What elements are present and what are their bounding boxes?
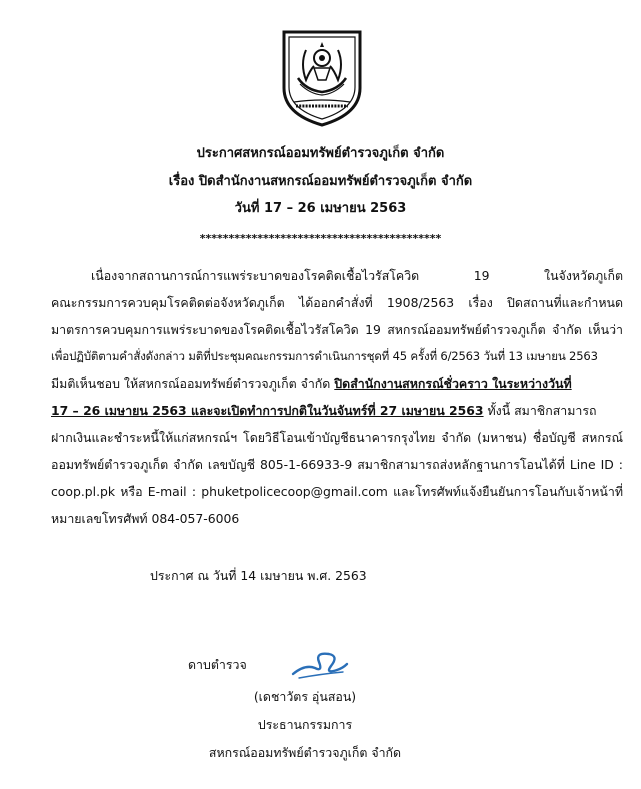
announcement-subject: เรื่อง ปิดสำนักงานสหกรณ์ออมทรัพย์ตำรวจภูเก็ต จำกัด <box>168 174 473 189</box>
body-line: คณะกรรมการควบคุมโรคติดต่อจังหวัดภูเก็ต ได้ออกคำสั่งที่ 1908/2563 เรื่อง ปิดสถานที่และกำหนด <box>51 295 623 310</box>
body-line <box>51 370 623 397</box>
body-line <box>51 397 623 424</box>
signer-title: ประธานกรรมการ <box>257 717 353 732</box>
announcement-body <box>51 262 623 532</box>
asterisk-divider: ****************************************** <box>199 232 442 245</box>
body-line: coop.pl.pk หรือ E-mail : phuketpolicecoop@gmail.com และโทรศัพท์แจ้งยืนยันการโอนกับเจ้าหน้าที่ <box>51 484 623 499</box>
reopen-notice-bold: 17 – 26 เมษายน 2563 และจะเปิดทำการปกติในวันจันทร์ที่ 27 เมษายน 2563 <box>51 403 484 418</box>
body-line: เพื่อปฏิบัติตามคำสั่งดังกล่าว มติที่ประชุมคณะกรรมการดำเนินการชุดที่ 45 ครั้งที่ 6/2563 วันที่ 13 เมษายน 2563 <box>51 349 598 363</box>
closure-notice-bold: ปิดสำนักงานสหกรณ์ชั่วคราว ในระหว่างวันที่ <box>334 376 572 391</box>
signer-organization: สหกรณ์ออมทรัพย์ตำรวจภูเก็ต จำกัด <box>208 745 402 760</box>
body-text: ทั้งนี้ สมาชิกสามารถ <box>483 403 597 418</box>
announcement-title: ประกาศสหกรณ์ออมทรัพย์ตำรวจภูเก็ต จำกัด <box>196 146 445 161</box>
body-line: ฝากเงินและชำระหนี้ให้แก่สหกรณ์ฯ โดยวิธีโอนเข้าบัญชีธนาคารกรุงไทย จำกัด (มหาชน) ชื่อบัญชี สหกรณ์ <box>51 430 623 445</box>
announce-date: ประกาศ ณ วันที่ 14 เมษายน พ.ศ. 2563 <box>150 568 367 583</box>
signer-name: (เดชาวัตร อุ่นสอน) <box>253 689 357 704</box>
cooperative-seal-logo <box>276 28 368 128</box>
handwritten-signature <box>285 644 355 684</box>
body-line: เนื่องจากสถานการณ์การแพร่ระบาดของโรคติดเชื้อไวรัสโควิด 19 ในจังหวัดภูเก็ต <box>91 268 623 283</box>
signer-rank: ดาบตำรวจ <box>188 657 247 672</box>
body-line: หมายเลขโทรศัพท์ 084-057-6006 <box>51 511 240 526</box>
announcement-date-range: วันที่ 17 – 26 เมษายน 2563 <box>234 201 407 216</box>
body-line: มาตรการควบคุมการแพร่ระบาดของโรคติดเชื้อไวรัสโควิด 19 สหกรณ์ออมทรัพย์ตำรวจภูเก็ต จำกัด เห็นว่า <box>51 322 623 337</box>
body-text: มีมติเห็นชอบ ให้สหกรณ์ออมทรัพย์ตำรวจภูเก็ต จำกัด <box>51 376 335 391</box>
body-line: ออมทรัพย์ตำรวจภูเก็ต จำกัด เลขบัญชี 805-1-66933-9 สมาชิกสามารถส่งหลักฐานการโอนได้ที่ Line ID : <box>51 457 623 472</box>
